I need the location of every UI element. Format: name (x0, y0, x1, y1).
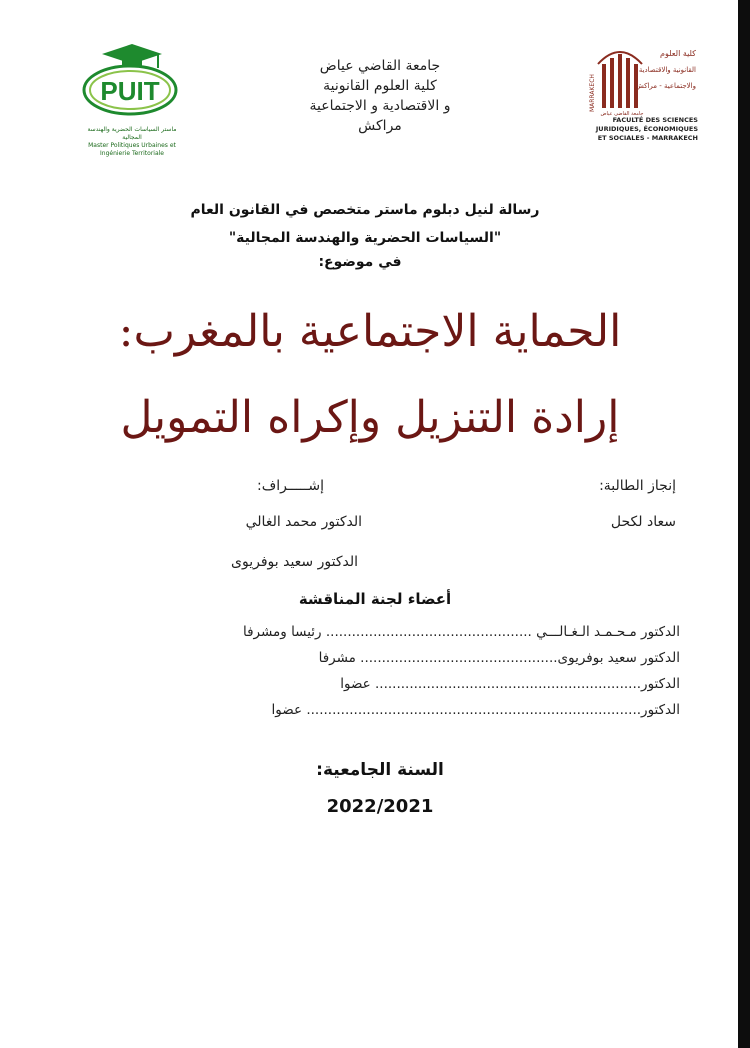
faculty-building-icon (588, 42, 698, 116)
university-block (250, 56, 510, 136)
faculty-line-2: و الاقتصادية و الاجتماعية (309, 98, 451, 114)
puit-caption: ماستر السياسات الحضرية والهندسة المجالية Master Politiques Urbaines et Ingénierie Territoriale (87, 126, 177, 157)
main-title-line-2: إرادة التنزيل وإكراه التمويل (120, 392, 620, 443)
supervision-label: إشـــــراف: (257, 478, 324, 494)
committee-row-4: الدكتور.............................................................................. عضوا (271, 702, 680, 718)
subject-label: في موضوع: (318, 254, 402, 270)
committee-row-2: الدكتور سعيد بوفريوى.............................................. مشرفا (318, 650, 680, 666)
svg-text:جامعة القاضي عياض: جامعة القاضي عياض (600, 111, 644, 116)
thesis-line-2: "السياسات الحضرية والهندسة المجالية" (228, 230, 502, 246)
committee-row-1: الدكتور مـحـمـد الـغـالـــي ................................................ رئيسا ومشرفا (242, 624, 680, 640)
svg-text:القانونية والاقتصادية: القانونية والاقتصادية (638, 66, 696, 74)
committee-title: أعضاء لجنة المناقشة (298, 590, 452, 608)
svg-text:والاجتماعية - مراكش: والاجتماعية - مراكش (635, 82, 696, 90)
puit-logo (78, 38, 186, 156)
thesis-line-1: رسالة لنيل دبلوم ماستر متخصص في القانون العام (190, 202, 540, 218)
university-name: جامعة القاضي عياض (319, 58, 441, 74)
page-edge (738, 0, 750, 1048)
student-name: سعاد لكحل (610, 514, 676, 530)
academic-year-value: 2022/2021 (326, 796, 434, 817)
graduation-cap-icon (78, 38, 186, 124)
fsjes-logo (588, 42, 698, 154)
academic-year-label: السنة الجامعية: (316, 760, 444, 780)
fsjes-french-name: FACULTÉ DES SCIENCES JURIDIQUES, ÉCONOMIQUES ET SOCIALES - MARRAKECH (595, 116, 698, 142)
svg-text:PUIT: PUIT (100, 76, 160, 106)
main-title-line-1: الحماية الاجتماعية بالمغرب: (118, 306, 622, 357)
svg-text:MARRAKECH: MARRAKECH (589, 74, 596, 112)
supervisor-2: الدكتور سعيد بوفريوى (231, 554, 358, 570)
thesis-statement (150, 196, 580, 252)
svg-text:كلية العلوم: كلية العلوم (660, 49, 696, 58)
faculty-line-1: كلية العلوم القانونية (323, 78, 437, 94)
student-label: إنجاز الطالبة: (599, 478, 676, 494)
supervisor-1: الدكتور محمد الغالي (245, 514, 362, 530)
committee-row-3: الدكتور.............................................................. عضوا (340, 676, 680, 692)
city: مراكش (358, 118, 402, 134)
